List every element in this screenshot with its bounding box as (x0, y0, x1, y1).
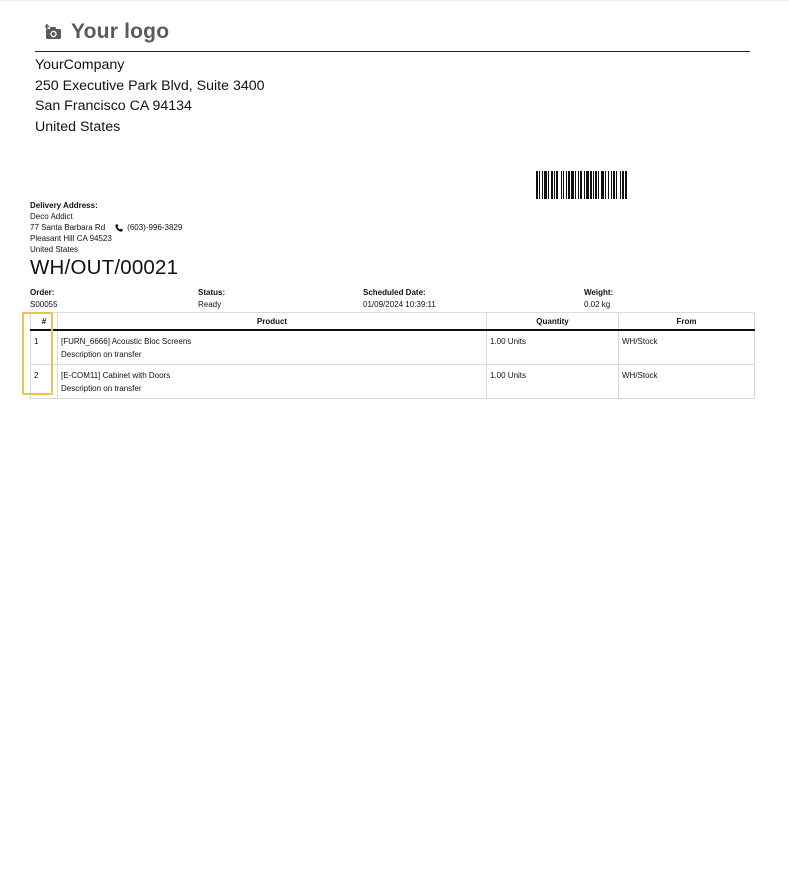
table-row (31, 330, 755, 365)
header-divider (35, 51, 750, 52)
row-quantity: 1.00 Units (487, 365, 619, 399)
row-from: WH/Stock (619, 330, 755, 365)
row-product: [E-COM11] Cabinet with Doors (61, 371, 171, 380)
header-from: From (619, 313, 755, 331)
header-product: Product (58, 313, 487, 331)
company-address (35, 55, 265, 137)
table-header-row (31, 313, 755, 331)
scheduled-date-value: 01/09/2024 10:39:11 (363, 300, 436, 309)
delivery-country: United States (30, 245, 79, 254)
header-number: # (31, 313, 58, 331)
phone-icon (115, 224, 123, 232)
document-title: WH/OUT/00021 (30, 256, 179, 279)
row-number: 1 (31, 330, 58, 365)
weight-label: Weight: (584, 288, 614, 297)
stock-moves-table (30, 312, 755, 399)
delivery-phone: (603)-996-3829 (127, 223, 183, 232)
row-quantity: 1.00 Units (487, 330, 619, 365)
order-value: S00055 (30, 300, 58, 309)
weight-value: 0.02 kg (584, 300, 611, 309)
company-city: San Francisco CA 94134 (35, 98, 192, 114)
scheduled-date-label: Scheduled Date: (363, 288, 426, 297)
row-number: 2 (31, 365, 58, 399)
camera-plus-icon (45, 23, 63, 41)
delivery-name: Deco Addict (30, 212, 73, 221)
page-top-border (0, 0, 789, 1)
delivery-address-block (30, 200, 182, 255)
order-label: Order: (30, 288, 55, 297)
delivery-street-phone-row (30, 222, 182, 233)
delivery-address-label: Delivery Address: (30, 201, 98, 210)
logo-text: Your logo (71, 20, 170, 43)
row-description: Description on transfer (61, 384, 142, 393)
phone-group (115, 222, 182, 233)
header-quantity: Quantity (487, 313, 619, 331)
company-country: United States (35, 118, 121, 135)
row-from: WH/Stock (619, 365, 755, 399)
company-street: 250 Executive Park Blvd, Suite 3400 (35, 77, 265, 94)
table-row (31, 365, 755, 399)
status-value: Ready (198, 300, 222, 309)
status-info (198, 287, 225, 311)
barcode (536, 171, 652, 199)
row-product: [FURN_6666] Acoustic Bloc Screens (61, 337, 192, 346)
status-label: Status: (198, 288, 226, 297)
row-product-cell (58, 330, 487, 365)
delivery-city: Pleasant Hill CA 94523 (30, 234, 112, 243)
row-product-cell (58, 365, 487, 399)
scheduled-date-info (363, 287, 436, 311)
row-description: Description on transfer (61, 350, 142, 359)
company-logo (45, 20, 169, 44)
order-info (30, 287, 58, 311)
delivery-street: 77 Santa Barbara Rd (30, 223, 106, 232)
weight-info (584, 287, 613, 311)
company-name: YourCompany (35, 57, 125, 73)
